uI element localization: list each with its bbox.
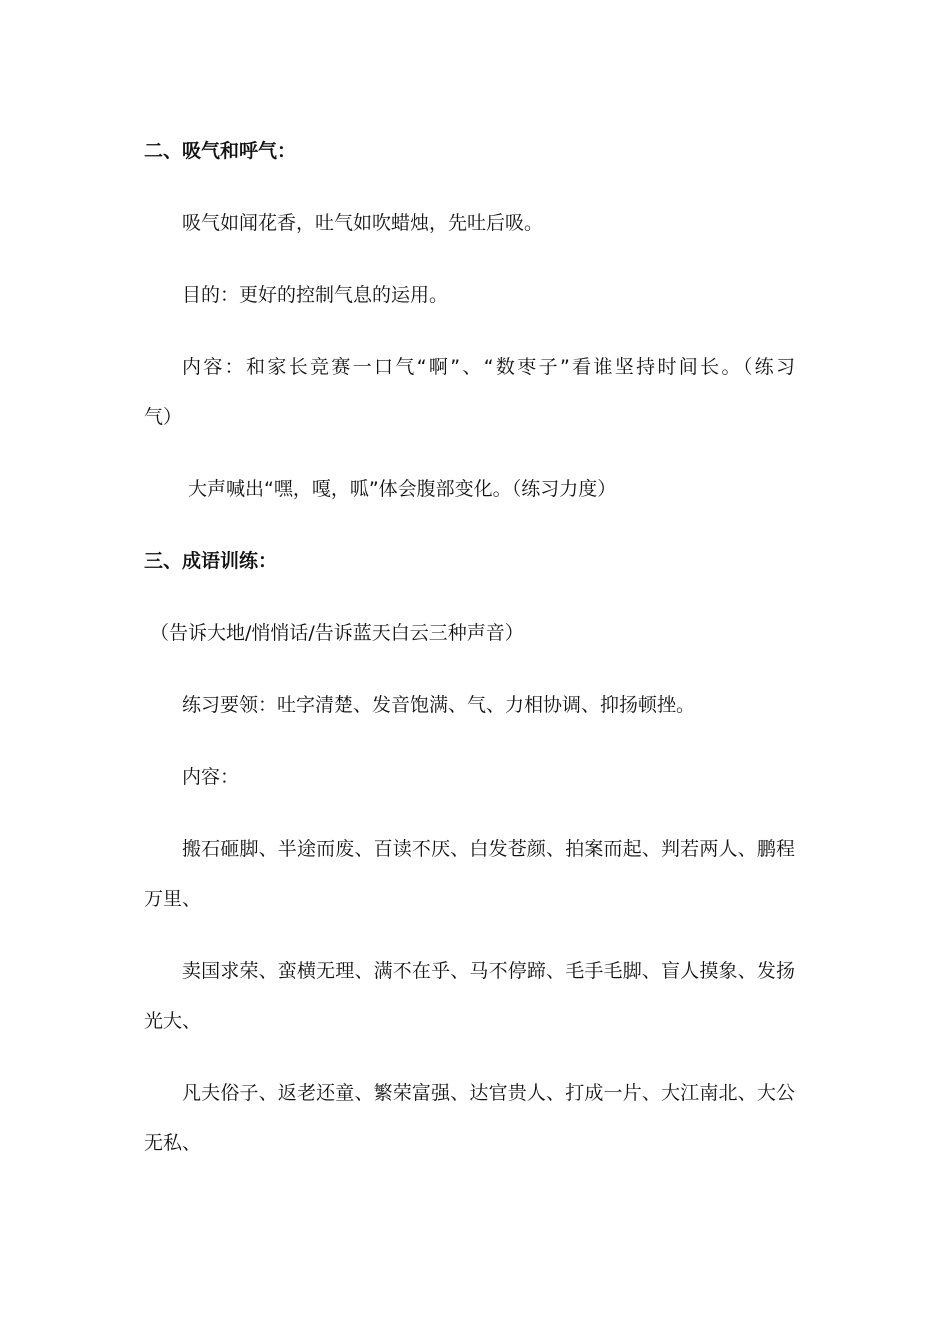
idioms-row-3-line-1: 凡夫俗子、返老还童、繁荣富强、达官贵人、打成一片、大江南北、大公 bbox=[182, 1082, 795, 1104]
idioms-row-1-line-2: 万里、 bbox=[144, 888, 202, 910]
breathing-content-line-2: 气） bbox=[144, 406, 183, 428]
idioms-key-points: 练习要领：吐字清楚、发音饱满、气、力相协调、抑扬顿挫。 bbox=[182, 694, 696, 716]
idioms-row-2-line-2: 光大、 bbox=[144, 1010, 202, 1032]
idioms-row-2-line-1: 卖国求荣、蛮横无理、满不在乎、马不停蹄、毛手毛脚、盲人摸象、发扬 bbox=[182, 960, 795, 982]
idioms-row-3-line-2: 无私、 bbox=[144, 1132, 202, 1154]
idioms-content-label: 内容： bbox=[182, 766, 240, 788]
idioms-note: （告诉大地/悄悄话/告诉蓝天白云三种声音） bbox=[150, 622, 524, 644]
section-heading-breathing: 二、吸气和呼气： bbox=[144, 140, 297, 162]
breathing-content-line-1: 内容：和家长竞赛一口气“啊”、“数枣子”看谁坚持时间长。（练习 bbox=[182, 356, 795, 378]
breathing-paragraph-4: 大声喊出“嘿，嘎，呱”体会腹部变化。（练习力度） bbox=[188, 478, 617, 500]
section-heading-idioms: 三、成语训练： bbox=[144, 550, 278, 572]
idioms-row-1-line-1: 搬石砸脚、半途而废、百读不厌、白发苍颜、拍案而起、判若两人、鹏程 bbox=[182, 838, 795, 860]
breathing-paragraph-1: 吸气如闻花香，吐气如吹蜡烛，先吐后吸。 bbox=[182, 212, 544, 234]
breathing-purpose: 目的：更好的控制气息的运用。 bbox=[182, 284, 449, 306]
